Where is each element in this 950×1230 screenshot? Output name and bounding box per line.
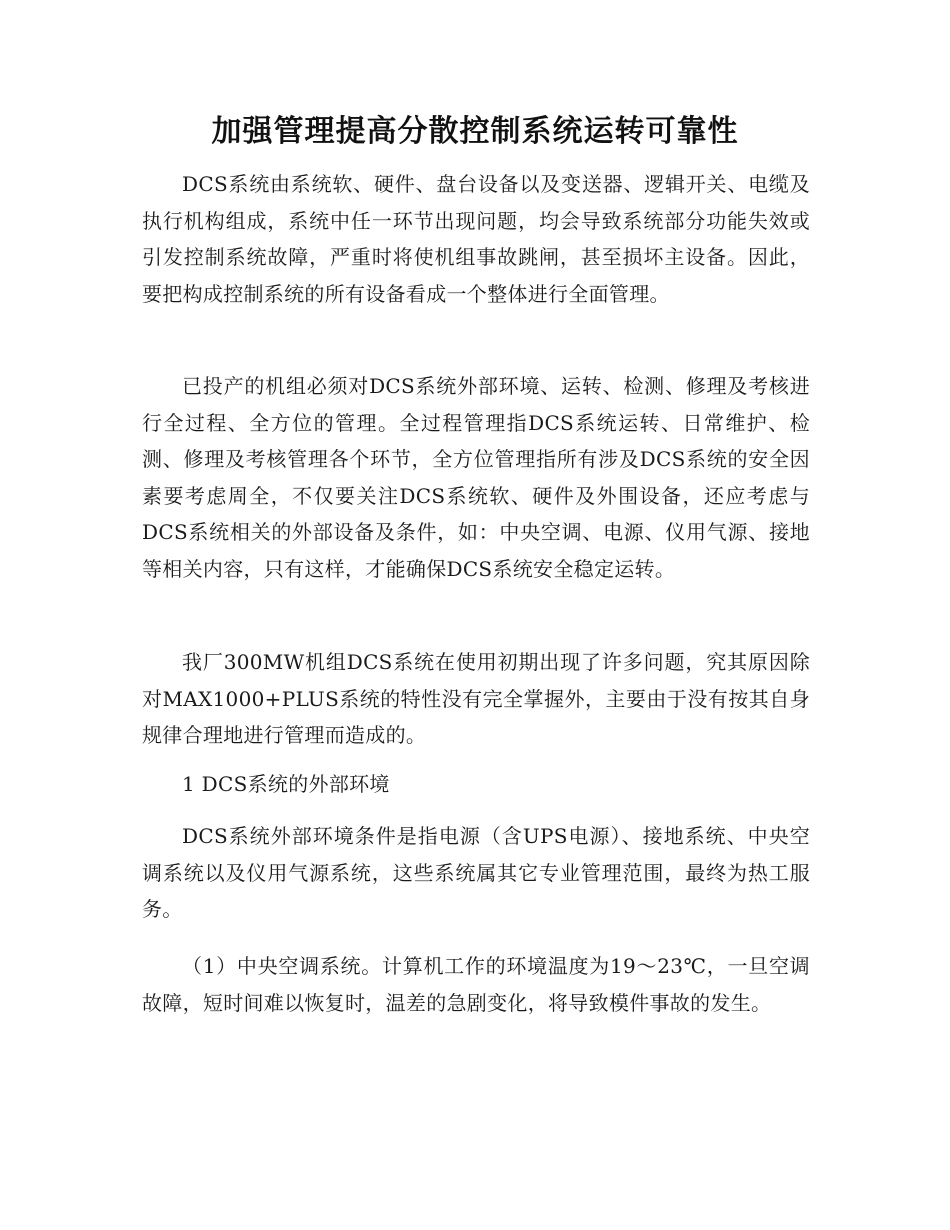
document-title: 加强管理提高分散控制系统运转可靠性 — [211, 114, 739, 149]
section-heading-external-environment: 1 DCS系统的外部环境 — [182, 772, 390, 796]
paragraph-full-process-management: 已投产的机组必须对DCS系统外部环境、运转、检测、修理及考核进行全过程、全方位的管理。全过程管理指DCS系统运转、日常维护、检测、修理及考核管理各个环节，全方位管理指所有涉及DCS系统的安全因素要考虑周全，不仅要关注DCS系统软、硬件及外围设备，还应考虑与DCS系统相关的外部设备及条件，如：中央空调、电源、仪用气源、接地等相关内容，只有这样，才能确保DCS系统安全稳定运转。 — [142, 374, 810, 581]
paragraph-external-conditions: DCS系统外部环境条件是指电源（含UPS电源）、接地系统、中央空调系统以及仪用气源系统，这些系统属其它专业管理范围，最终为热工服务。 — [142, 824, 810, 921]
paragraph-central-air-conditioning: （1）中央空调系统。计算机工作的环境温度为19～23℃，一旦空调故障，短时间难以恢复时，温差的急剧变化，将导致模件事故的发生。 — [142, 954, 810, 1015]
paragraph-plant-300mw: 我厂300MW机组DCS系统在使用初期出现了许多问题，究其原因除对MAX1000+PLUS系统的特性没有完全掌握外，主要由于没有按其自身规律合理地进行管理而造成的。 — [142, 650, 810, 747]
paragraph-dcs-composition: DCS系统由系统软、硬件、盘台设备以及变送器、逻辑开关、电缆及执行机构组成，系统中任一环节出现问题，均会导致系统部分功能失效或引发控制系统故障，严重时将使机组事故跳闸，甚至损坏主设备。因此，要把构成控制系统的所有设备看成一个整体进行全面管理。 — [142, 172, 810, 306]
